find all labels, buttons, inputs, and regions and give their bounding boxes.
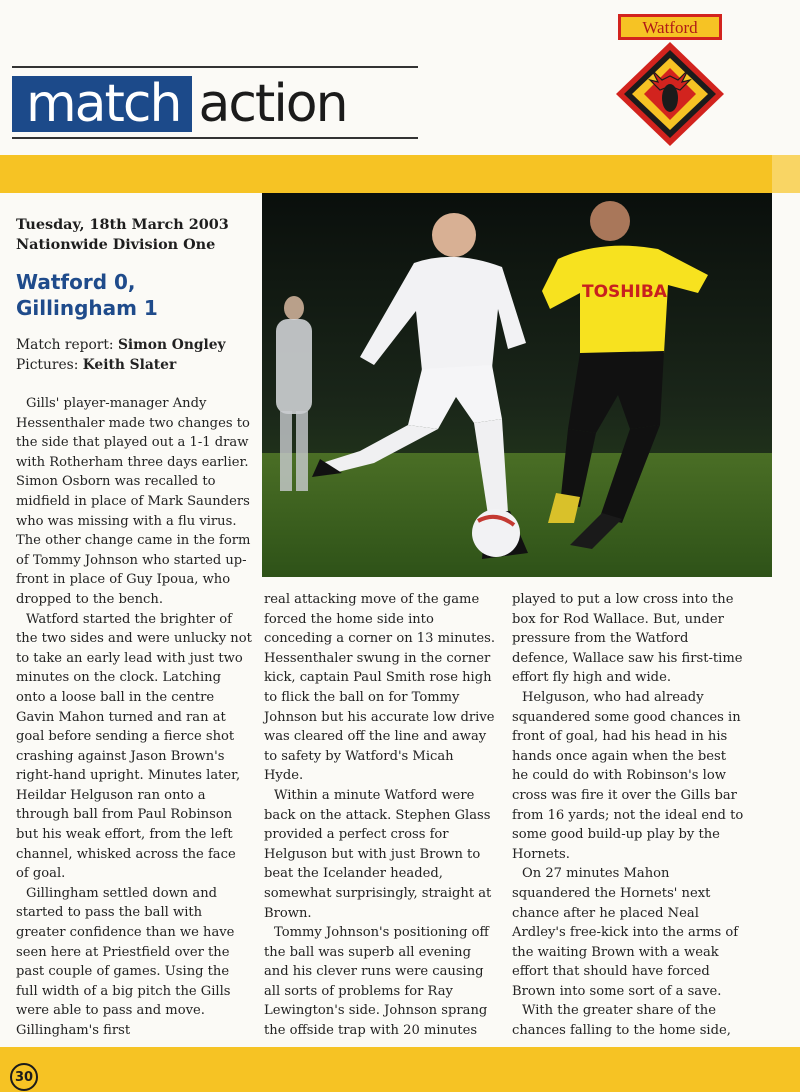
article-column-1 xyxy=(16,394,252,1041)
column-1-paragraph: Gills' player-manager Andy Hessenthaler made two changes to the side that played out a 1-1 draw with Rotherham three days earlier. Simon Osborn was recalled to midfield in place of Mark Saunders who was missing with a flu virus. The other change came in the form of Tommy Johnson who started up-front in place of Guy Ipoua, who dropped to the bench. xyxy=(16,396,251,607)
column-3-paragraph: With the greater share of the chances falling to the home side, xyxy=(512,1003,731,1039)
article-column-2 xyxy=(264,590,496,1041)
yellow-header-band xyxy=(0,155,800,193)
score-line-away: Gillingham 1 xyxy=(16,296,158,320)
report-credit-label: Match report: xyxy=(16,337,118,353)
pictures-credit-label: Pictures: xyxy=(16,357,83,373)
column-3-paragraph: Helguson, who had already squandered some good chances in front of goal, had his head in his hands once again when the best he could do with Robinson's low cross was fire it over the Gills bar from 16 yards; not the ideal end to some good build-up play by the Hornets. xyxy=(512,689,744,862)
article-column-3 xyxy=(512,590,744,1041)
report-author: Simon Ongley xyxy=(117,337,226,353)
masthead-top-rule xyxy=(12,66,418,68)
masthead-boxed-word: match xyxy=(12,76,192,132)
column-3-paragraph: On 27 minutes Mahon squandered the Hornets' next chance after he placed Neal Ardley's free-kick into the arms of the waiting Brown with a weak effort that should have forced Brown into some sort of a save. xyxy=(512,866,739,999)
column-2-paragraph: real attacking move of the game forced the home side into conceding a corner on 13 minutes. Hessenthaler swung in the corner kick, captain Paul Smith rose high to flick the ball on for Tommy Johnson but his accurate low drive was cleared off the line and away to safety by Watford's Micah Hyde. xyxy=(264,592,495,784)
score-line-home: Watford 0, xyxy=(16,270,136,294)
page-number: 30 xyxy=(10,1063,38,1091)
article-header xyxy=(16,215,248,375)
pictures-author: Keith Slater xyxy=(82,357,177,373)
svg-text:TOSHIBA: TOSHIBA xyxy=(582,282,667,302)
competition-name: Nationwide Division One xyxy=(16,236,216,253)
masthead-bottom-rule xyxy=(12,137,418,139)
watford-crest-logo xyxy=(612,12,728,148)
yellow-footer-band xyxy=(0,1047,800,1092)
match-date: Tuesday, 18th March 2003 xyxy=(16,216,229,233)
column-3-paragraph: played to put a low cross into the box for Rod Wallace. But, under pressure from the Watford defence, Wallace saw his first-time effort fly high and wide. xyxy=(512,592,743,686)
match-photo xyxy=(262,193,772,577)
credits xyxy=(16,335,248,375)
column-1-paragraph: Watford started the brighter of the two sides and were unlucky not to take an early lead with just two minutes on the clock. Latching onto a loose ball in the centre Gavin Mahon turned and ran at goal before sending a fierce shot crashing against Jason Brown's right-hand upright. Minutes later, Heildar Helguson ran onto a through ball from Paul Robinson but his weak effort, from the left channel, whisked across the face of goal. xyxy=(16,611,252,882)
report-credit xyxy=(16,335,248,355)
column-1-paragraph: Gillingham settled down and started to pass the ball with greater confidence than we have seen here at Priestfield over the past couple of games. Using the full width of a big pitch the Gills were able to pass and move. Gillingham's first xyxy=(16,885,235,1038)
score-headline xyxy=(16,269,248,321)
pictures-credit xyxy=(16,355,248,375)
column-2-paragraph: Tommy Johnson's positioning off the ball was superb all evening and his clever runs were causing all sorts of problems for Ray Lewington's side. Johnson sprang the offside trap with 20 minutes xyxy=(264,925,489,1039)
masthead-plain-word: action xyxy=(198,74,347,134)
svg-text:Watford: Watford xyxy=(642,18,698,37)
column-2-paragraph: Within a minute Watford were back on the attack. Stephen Glass provided a perfect cross for Helguson but with just Brown to beat the Icelander headed, somewhat surprisingly, straight at Brown. xyxy=(264,787,492,921)
masthead xyxy=(12,76,347,132)
